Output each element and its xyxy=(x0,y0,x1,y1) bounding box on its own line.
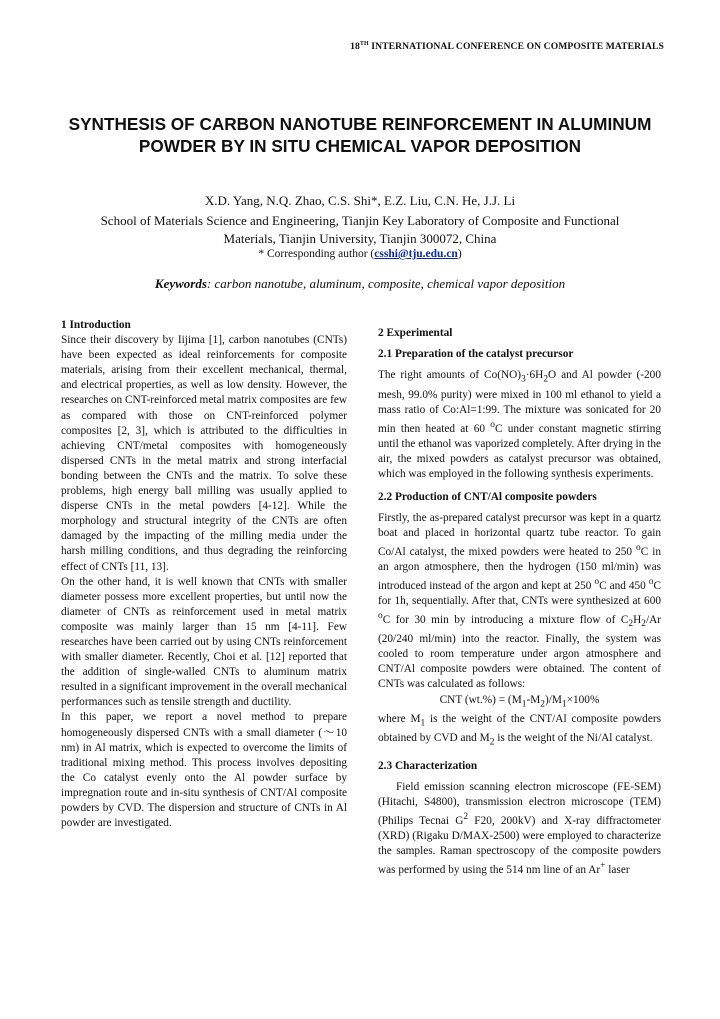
affiliation: School of Materials Science and Engineering, Tianjin Key Laboratory of Composite and Functional Materials, Tianjin University, Tianjin 300072, China xyxy=(100,213,620,246)
email-link[interactable]: csshi@tju.edu.cn xyxy=(374,248,458,260)
running-header xyxy=(350,41,664,52)
header-ordinal: TH xyxy=(359,41,369,47)
right-column xyxy=(378,326,661,878)
subsection-heading-2-3: 2.3 Characterization xyxy=(378,759,478,772)
section-heading-experimental: 2 Experimental xyxy=(378,327,453,339)
corresponding-prefix: * Corresponding author ( xyxy=(258,248,375,260)
header-number: 18 xyxy=(350,41,360,53)
cnt-content-formula: CNT $(wt.\%) = (M_1-M_2)/M_1\times 100\%$ xyxy=(439,693,600,709)
author-list: X.D. Yang, N.Q. Zhao, C.S. Shi*, E.Z. Liu, C.N. He, J.J. Li xyxy=(204,193,516,208)
paragraph-2-2: Firstly, the as-prepared catalyst precursor was kept in a quartz boat and placed in horizontal quartz tube reactor. To gain Co/Al catalyst, the mixed powders were heated to 250 $^o$C in an argon atmosphere, then the hydrogen (150 ml/min) was introduced instead of the argon and kept at 250 $^o$C and 450 $^o$C for 1h, sequentially. After that, CNTs were synthesized at 600 $^o$C for 30 min by introducing a mixture flow of $C_2H_2/Ar$ (20/240 ml/min) into the reactor. Finally, the system was cooled to room temperature under argon atmosphere and CNT/Al composite powders were obtained. The content of CNTs was calculated as follows: xyxy=(378,511,661,691)
keywords-label: Keywords xyxy=(154,276,207,291)
intro-paragraph-3: In this paper, we report a novel method to prepare homogeneously dispersed CNTs with a small diameter (～10 nm) in Al matrix, which is expected to overcome the limits of traditional mixing method. This process involves depositing the Co catalyst evenly onto the Al powder surface by impregnation route and in-situ synthesis of CNT/Al composite powders by CVD. The dispersion and structure of CNTs in Al powder are investigated. xyxy=(61,711,347,830)
keywords-line xyxy=(60,276,660,292)
paper-title: SYNTHESIS OF CARBON NANOTUBE REINFORCEMENT IN ALUMINUM POWDER BY IN SITU CHEMICAL VAPOR DEPOSITION xyxy=(68,114,652,156)
formula-explanation: where $M_1$ is the weight of the CNT/Al composite powders obtained by CVD and $M_2$ is the weight of the Ni/Al catalyst. xyxy=(378,712,661,748)
corresponding-suffix: ) xyxy=(457,248,462,260)
paragraph-2-1: The right amounts of $Co(NO)_3\cdot 6H_2O$ and Al powder (-200 mesh, 99.0% purity) were mixed in 100 ml ethanol to yield a mass ratio of Co:Al=1:99. The mixture was sonicated for 20 min then heated at 60 $^o$C under constant magnetic stirring until the ethanol was vaporized completely. After drying in the air, the mixed powders as catalyst precursor was obtained, which was employed in the following synthesis experiments. xyxy=(378,369,661,480)
section-heading-introduction: 1 Introduction xyxy=(61,319,131,331)
intro-paragraph-1: Since their discovery by Iijima [1], carbon nanotubes (CNTs) have been expected as ideal reinforcements for composite materials, arising from their excellent mechanical, thermal, and electrical properties, as well as low density. However, the researches on CNT-reinforced metal matrix composites are few as compared with those on CNT-reinforced polymer composites [2, 3], which is attributed to the difficulties in achieving CNT/metal composites with homogeneously dispersed CNTs in the metal matrix and strong interfacial bonding between the CNTs and the matrix. To solve these problems, high energy ball milling was usually applied to disperse CNTs in the metal powders [4-12]. While the morphology and structural integrity of the CNTs are often damaged by the impacting of the milling media under the harsh milling conditions, and thus degrading the reinforcing effect of CNTs [11, 13]. xyxy=(61,334,347,573)
subsection-heading-2-2: 2.2 Production of CNT/Al composite powders xyxy=(378,490,597,503)
keywords-text: : carbon nanotube, aluminum, composite, chemical vapor deposition xyxy=(206,276,566,291)
left-column xyxy=(61,318,347,831)
header-text: INTERNATIONAL CONFERENCE ON COMPOSITE MATERIALS xyxy=(368,41,664,53)
subsection-heading-2-1: 2.1 Preparation of the catalyst precursor xyxy=(378,348,574,361)
paragraph-2-3: Field emission scanning electron microscope (FE-SEM) (Hitachi, S4800), transmission electron microscope (TEM) (Philips Tecnai $G^2$ F20, 200kV) and X-ray diffractometer (XRD) (Rigaku D/MAX-2500) were employed to characterize the samples. Raman spectroscopy of the composite powders was performed by using the 514 nm line of an Ar+ laser xyxy=(378,780,661,876)
intro-paragraph-2: On the other hand, it is well known that CNTs with smaller diameter possess more excellent properties, but until now the diameter of CNTs as reinforcement used in metal matrix composite was mainly larger than 15 nm [4-11]. Few researches have been carried out by using CNTs reinforcement with smaller diameter. Recently, Choi et al. [12] reported that the addition of single-walled CNTs to aluminum matrix resulted in a significant improvement in the overall mechanical performances such as tensile strength and ductility. xyxy=(61,575,347,709)
corresponding-author xyxy=(60,247,660,261)
